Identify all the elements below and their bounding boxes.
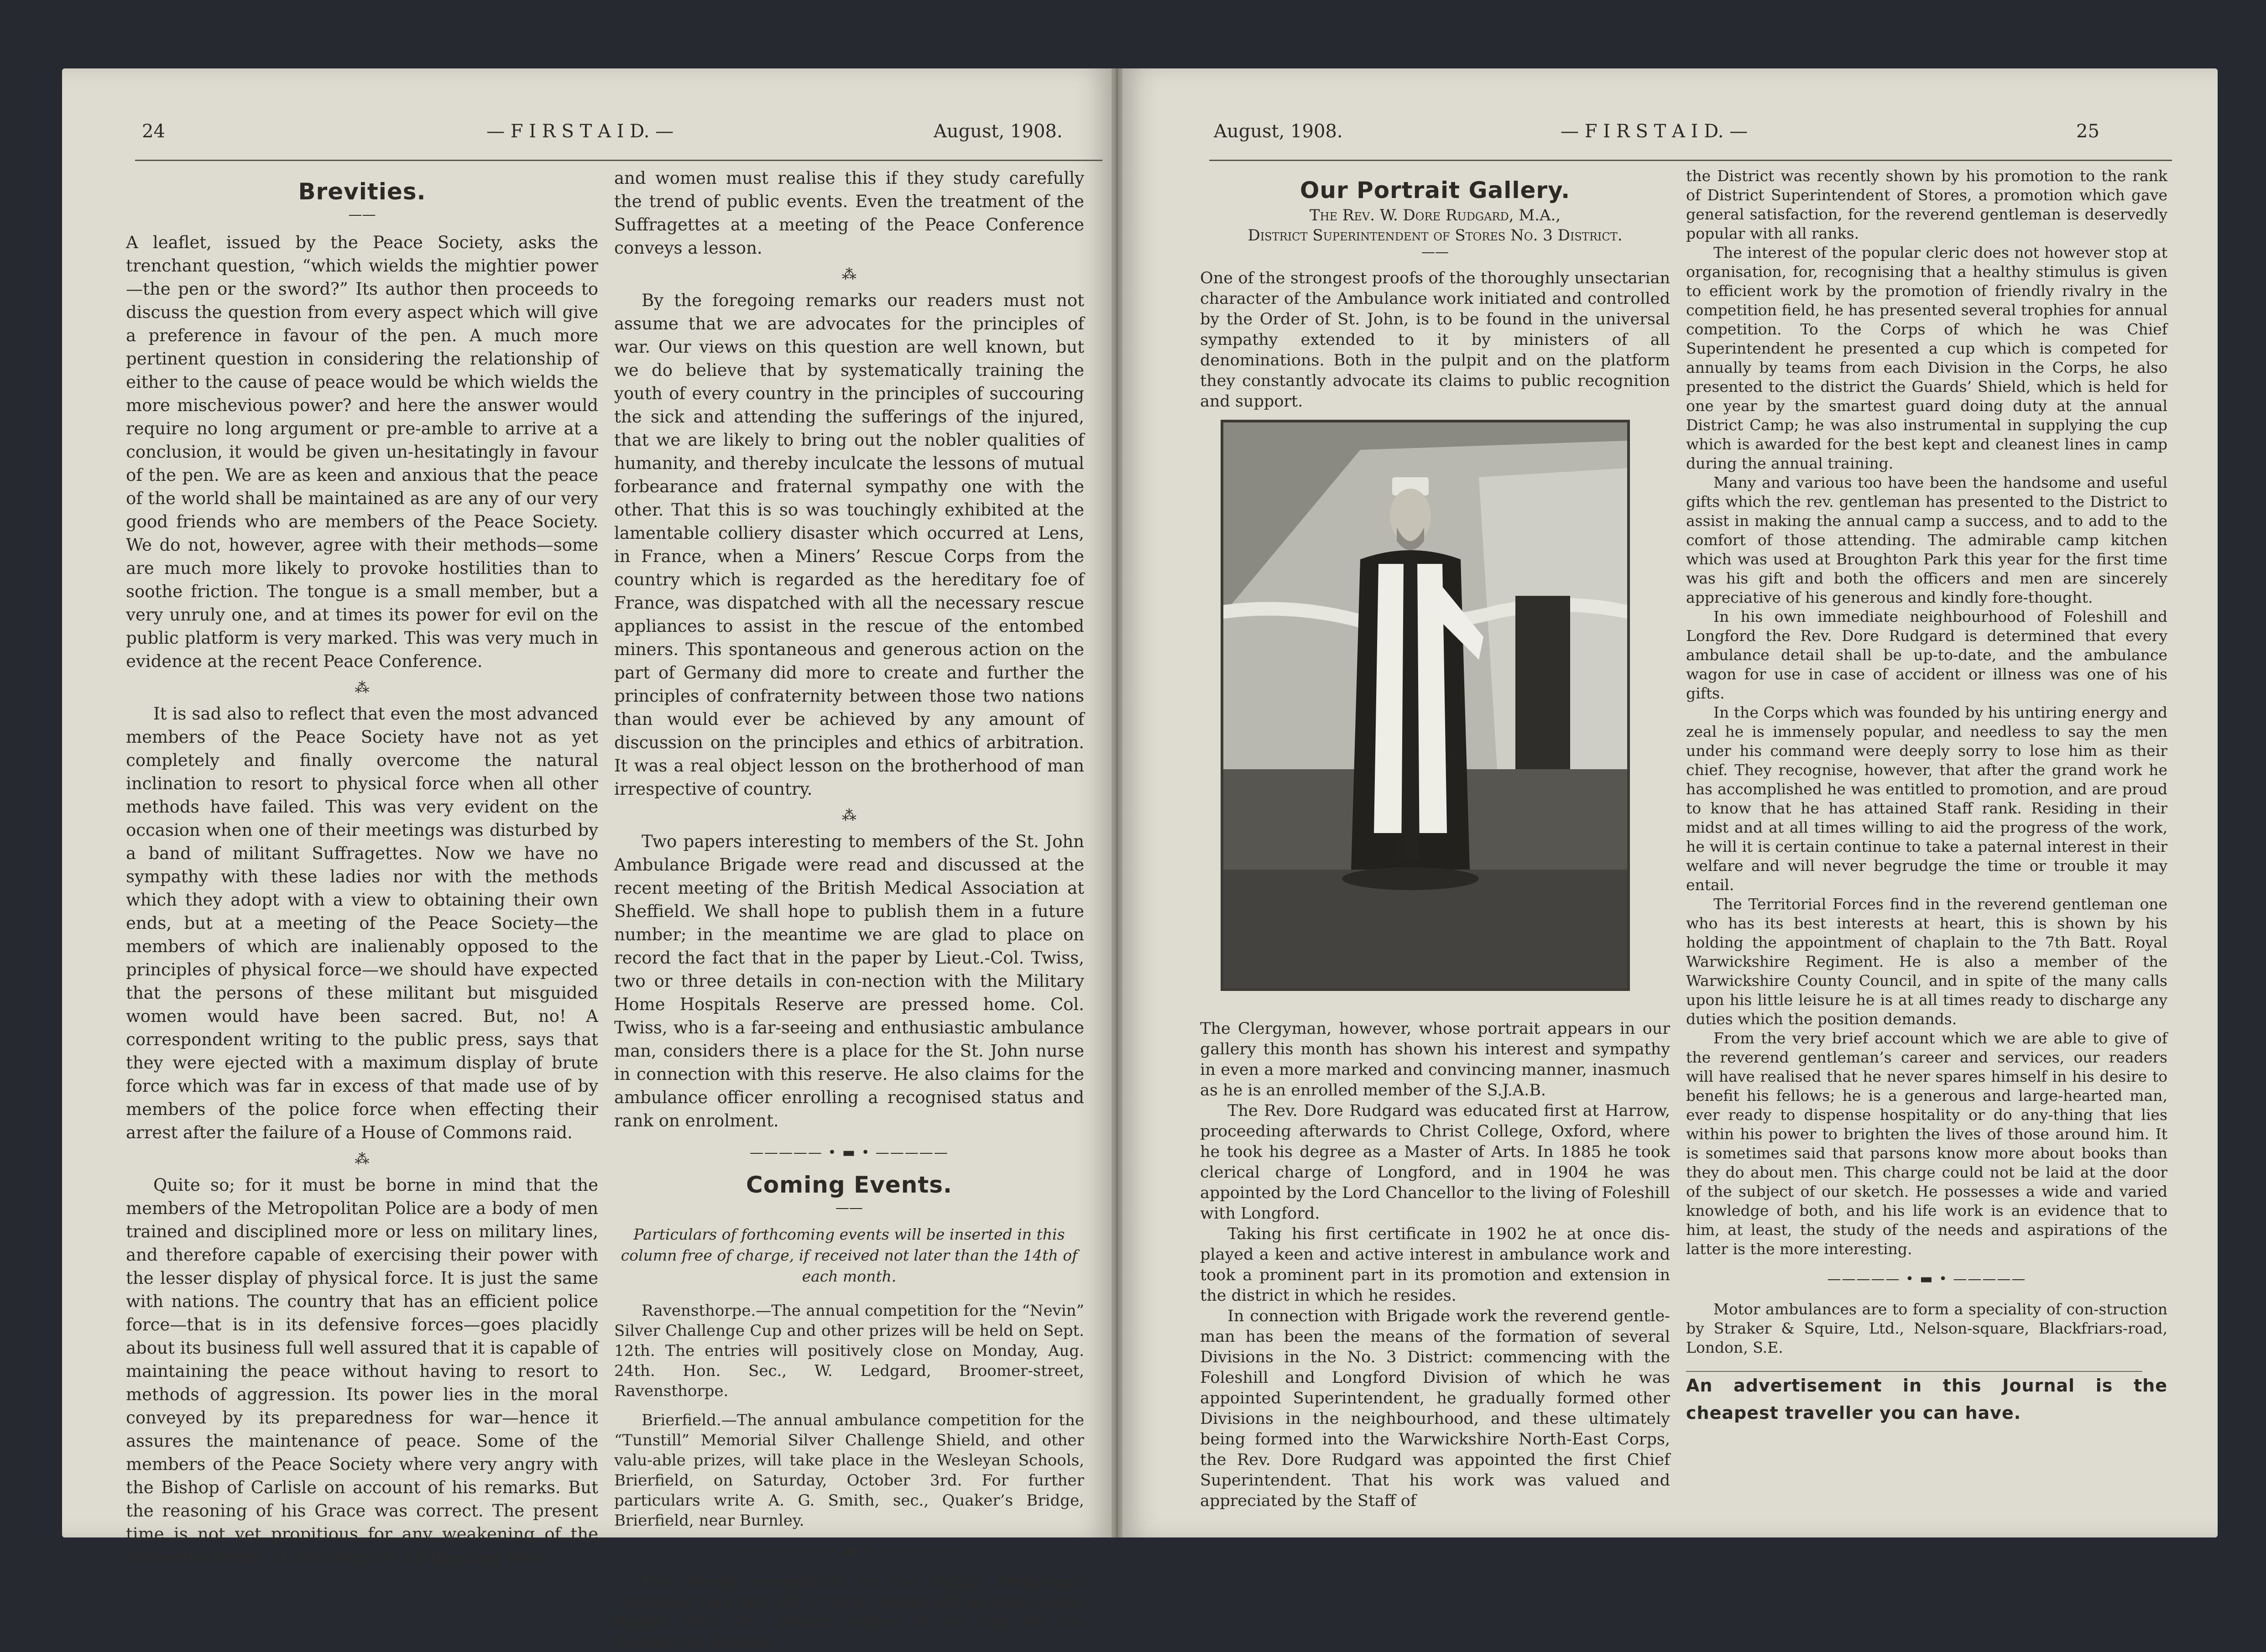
portrait-illustration <box>1223 422 1627 988</box>
advertisement-notice: An advertisement in this Journal is the cheapest traveller you can have. <box>1686 1376 2167 1423</box>
asterism: ⁂ <box>842 807 856 824</box>
portrait-paragraph: Taking his first certificate in 1902 he at once dis-played a keen and active interest in ambulance work and took a prominent part in its promotion and extension in the district in which he resides. <box>1200 1225 1670 1305</box>
title-dash: —— <box>348 207 376 223</box>
brevities-paragraph: By the foregoing remarks our readers must not assume that we are advocates for the principles of war. Our views on this question are well known, but we do believe that by systematically training the youth of every country in the principles of succouring the sick and attending the sufferings of the injured, that we are likely to bring out the nobler qualities of humanity, and thereby inculcate the lessons of mutual forbearance and fraternal sympathy one with the other. That this is so was touchingly exhibited at the lamentable colliery disaster which occurred at Lens, in France, when a Miners’ Rescue Corps from the country which is regarded as the hereditary foe of France, was dispatched with all the necessary rescue appliances to assist in the rescue of the entombed miners. This spontaneous and generous action on the part of Germany did more to create and further the principles of confraternity between those two nations than would ever be achieved by any amount of discussion on the principles and ethics of arbitration. It was a real object lesson on the brotherhood of man irrespective of country. <box>614 291 1084 799</box>
left-page <box>62 68 1112 1651</box>
brevities-title: Brevities. <box>298 178 426 205</box>
event-entry: The annual competition for the Dublin Ambulance Challenge Cup, the gift of Lord Iveagh will be held to-day, August 20th. The present holders of the Cup are the Belfast Fire Brigade. <box>614 1573 1084 1651</box>
brevities-paragraph: and women must realise this if they study carefully the trend of public events. Even the treatment of the Suffragettes at a meeting of the Peace Conference conveys a lesson. <box>614 168 1084 258</box>
portrait-paragraph: The Clergyman, however, whose portrait appears in our gallery this month has shown his interest and sympathy in even a more marked and convincing manner, inasmuch as he is an enrolled member of the S.J.A.B. <box>1200 1020 1670 1100</box>
issue-date: August, 1908. <box>934 121 1063 142</box>
subject-role: District Superintendent of Stores No. 3 District. <box>1248 226 1623 245</box>
left-running-head <box>62 121 1112 153</box>
portrait-paragraph: Many and various too have been the handsome and useful gifts which the rev. gentleman has presented to the District to assist in making the annual camp a success, and to add to the comfort of those attending. The admirable camp kitchen which was used at Broughton Park this year for the first time was his gift and both the officers and men are sincerely appreciative of his generous and kindly fore-thought. <box>1686 474 2167 606</box>
event-entry: Ravensthorpe.—The annual competition for the “Nevin” Silver Challenge Cup and other prizes will be held on Sept. 12th. The entries will positively close on Monday, Aug. 24th. Hon. Sec., W. Ledgard, Broomer-street, Ravensthorpe. <box>614 1302 1084 1400</box>
asterism: ⁂ <box>355 1150 370 1167</box>
portrait-paragraph: In his own immediate neighbourhood of Foleshill and Longford the Rev. Dore Rudgard is determined that every ambulance detail shall be up-to-date, and the ambulance wagon for use in case of accident or illness was one of his gifts. <box>1686 608 2167 702</box>
ornament-divider: —————— • ▬ • —————— <box>735 1543 963 1559</box>
header-rule <box>1209 160 2172 161</box>
issue-date: August, 1908. <box>1214 121 1343 142</box>
page-number: 25 <box>2076 121 2099 142</box>
coming-events-note: Particulars of forthcoming events will be inserted in this column free of charge, if received not later than the 14th of each month. <box>621 1225 1078 1285</box>
page-number: 24 <box>142 121 165 142</box>
header-rule <box>135 160 1102 161</box>
subject-name: The Rev. W. Dore Rudgard, M.A., <box>1309 206 1561 224</box>
motor-ambulance-note: Motor ambulances are to form a speciality of con-struction by Straker & Squire, Ltd., Nelson-square, Blackfriars-road, London, S.E. <box>1686 1300 2167 1356</box>
title-dash: —— <box>835 1200 863 1216</box>
brevities-paragraph: It is sad also to reflect that even the most advanced members of the Peace Society have not as yet completely and finally overcome the natural inclination to resort to physical force when all other methods have failed. This was very evident on the occasion when one of their meetings was disturbed by a band of militant Suffragettes. Now we have no sympathy with these ladies nor with the methods which they adopt with a view to obtaining their own ends, but at a meeting of the Peace Society—the members of which are inalienably opposed to the principles of physical force—we should have expected that the persons of these militant but misguided women would have been sacred. But, no! A correspondent writing to the public press, says that they were ejected with a maximum display of brute force which was far in excess of that made use of by members of the police force when effecting their arrest after the failure of a House of Commons raid. <box>126 704 598 1142</box>
clergyman-portrait-photo <box>1221 420 1630 991</box>
running-title: — F I R S T A I D. — <box>486 121 674 142</box>
brevities-paragraph: Quite so; for it must be borne in mind that the members of the Metropolitan Police are a body of men trained and disciplined more or less on military lines, and therefore capable of exercising their power with the lesser display of physical force. It is just the same with nations. The country that has an efficient police force—that is in its defensive forces—goes placidly about its business full well assured that it is capable of maintaining the peace without having to resort to methods of aggression. Its power lies in the moral conveyed by its preparedness for war—hence it assures the maintenance of peace. Some of the members of the Peace Society where very angry with the Bishop of Carlisle on account of his remarks. But the reasoning of his Grace was correct. The present time is not yet propitious for any weakening of the defensive forces of this country, all thinking men <box>126 1175 598 1567</box>
title-dash: —— <box>1421 244 1449 260</box>
portrait-paragraph: The Rev. Dore Rudgard was educated first at Harrow, proceeding afterwards to Christ College, Oxford, where he took his degree as a Master of Arts. In 1885 he took clerical charge of Longford, and in 1904 he was appointed by the Lord Chancellor to the living of Foleshill with Longford. <box>1200 1102 1670 1223</box>
portrait-paragraph: From the very brief account which we are able to give of the reverend gentleman’s career and services, our readers will have realised that he never spares himself in his desire to benefit his fellows; he is a generous and large-hearted man, ever ready to dispense hospitality or do any-thing that lies within his power to brighten the lives of those around him. It is sometimes said that parsons know more about books than they do about men. This charge could not be laid at the door of the subject of our sketch. He possesses a wide and varied knowledge of both, and his life work is an evidence that to him, at least, the study of the needs and aspirations of the latter is the more interesting. <box>1686 1029 2167 1258</box>
portrait-paragraph: In the Corps which was founded by his untiring energy and zeal he is immensely popular, and needless to say the men under his command were deeply sorry to lose him as their chief. They recognise, however, that after the grand work he has accomplished he was entitled to promotion, and are proud to know that he has attained Staff rank. Residing in their midst and at all times willing to aid the progress of the work, he will it is certain continue to take a paternal interest in their welfare and will never begrudge the time or trouble it may entail. <box>1686 704 2167 894</box>
left-column-2 <box>614 167 1084 1652</box>
left-column-1 <box>126 171 598 1569</box>
asterism: ⁂ <box>355 679 370 696</box>
brevities-paragraph: Two papers interesting to members of the St. John Ambulance Brigade were read and discussed at the recent meeting of the British Medical Association at Sheffield. We shall hope to publish them in a future number; in the meantime we are glad to place on record the fact that in the paper by Lieut.-Col. Twiss, two or three details in con-nection with the Military Home Hospitals Reserve are pressed home. Col. Twiss, who is a far-seeing and enthusiastic ambulance man, considers there is a place for the St. John nurse in connection with this reserve. He also claims for the ambulance officer enrolling a recognised status and rank on enrolment. <box>614 832 1084 1131</box>
portrait-paragraph: the District was recently shown by his promotion to the rank of District Superintendent of Stores, a promotion which gave general satisfaction, for the reverend gentleman is deservedly popular with all ranks. <box>1686 167 2167 242</box>
brevities-paragraph: A leaflet, issued by the Peace Society, asks the trenchant question, “which wields the mightier power—the pen or the sword?” Its author then proceeds to discuss the question from every aspect which will give a preference in favour of the pen. A much more pertinent question in considering the relationship of either to the cause of peace would be which wields the more mischevious power? and here the answer would require no long argument or pre-amble to arrive at a conclusion, it would be given un-hesitatingly in favour of the pen. We are as keen and anxious that the peace of the world shall be maintained as are any of our very good friends who are members of the Peace Society. We do not, however, agree with their methods—some are much more likely to provoke hostilities than to soothe friction. The tongue is a small member, but a very unruly one, and at times its power for evil on the public platform is very marked. This was very much in evidence at the recent Peace Conference. <box>126 233 598 671</box>
event-entry: Brierfield.—The annual ambulance competition for the “Tunstill” Memorial Silver Challenge Shield, and other valu-able prizes, will take place in the Wesleyan Schools, Brierfield, on Saturday, October 3rd. For further particulars write A. G. Smith, sec., Quaker’s Bridge, Brierfield, near Burnley. <box>614 1411 1084 1530</box>
ornament-divider: ————— • ▬ • ————— <box>750 1145 949 1161</box>
coming-events-title: Coming Events. <box>746 1172 952 1198</box>
running-title: — F I R S T A I D. — <box>1561 121 1748 142</box>
portrait-paragraph: The Territorial Forces find in the reverend gentleman one who has its best interests at heart, this is shown by his holding the appointment of chaplain to the 7th Batt. Royal Warwickshire Regiment. He is also a member of the Warwickshire County Council, and in spite of the many calls upon his little leisure he is at all times ready to discharge any duties which the position demands. <box>1686 895 2167 1028</box>
ornament-divider: ————— • ▬ • ————— <box>1827 1271 2026 1287</box>
asterism: ⁂ <box>842 266 856 283</box>
right-running-head <box>1123 121 2218 153</box>
portrait-paragraph: The interest of the popular cleric does not however stop at organisation, for, recognising that a healthy stimulus is given to efficient work by the promotion of friendly rivalry in the competition field, he has presented several trophies for annual competition. To the Corps of which he was Chief Superintendent he presented a cup which is competed for annually by teams from each Division in the Corps, he also presented to the district the Guards’ Shield, which is held for one year by the smartest guard doing duty at the annual District Camp; he was also instrumental in supplying the cup which is awarded for the best kept and cleanest lines in camp during the annual training. <box>1686 244 2167 472</box>
portrait-gallery-title: Our Portrait Gallery. <box>1300 177 1571 203</box>
portrait-intro: One of the strongest proofs of the thoroughly unsectarian character of the Ambulance work initiated and controlled by the Order of St. John, is to be found in the universal sympathy extended to it by ministers of all denominations. Both in the pulpit and on the platform they constantly advocate its claims to public recognition and support. <box>1200 269 1670 411</box>
right-column-2 <box>1686 167 2167 1427</box>
portrait-paragraph: In connection with Brigade work the reverend gentle-man has been the means of the formation of several Divisions in the No. 3 District: commencing with the Foleshill and Longford Division of which he was appointed Superintendent, he gradually formed other Divisions in the neighbourhood, and these ultimately being formed into the Warwickshire North-East Corps, the Rev. Dore Rudgard was appointed the first Chief Superintendent. That his work was valued and appreciated by the Staff of <box>1200 1307 1670 1510</box>
